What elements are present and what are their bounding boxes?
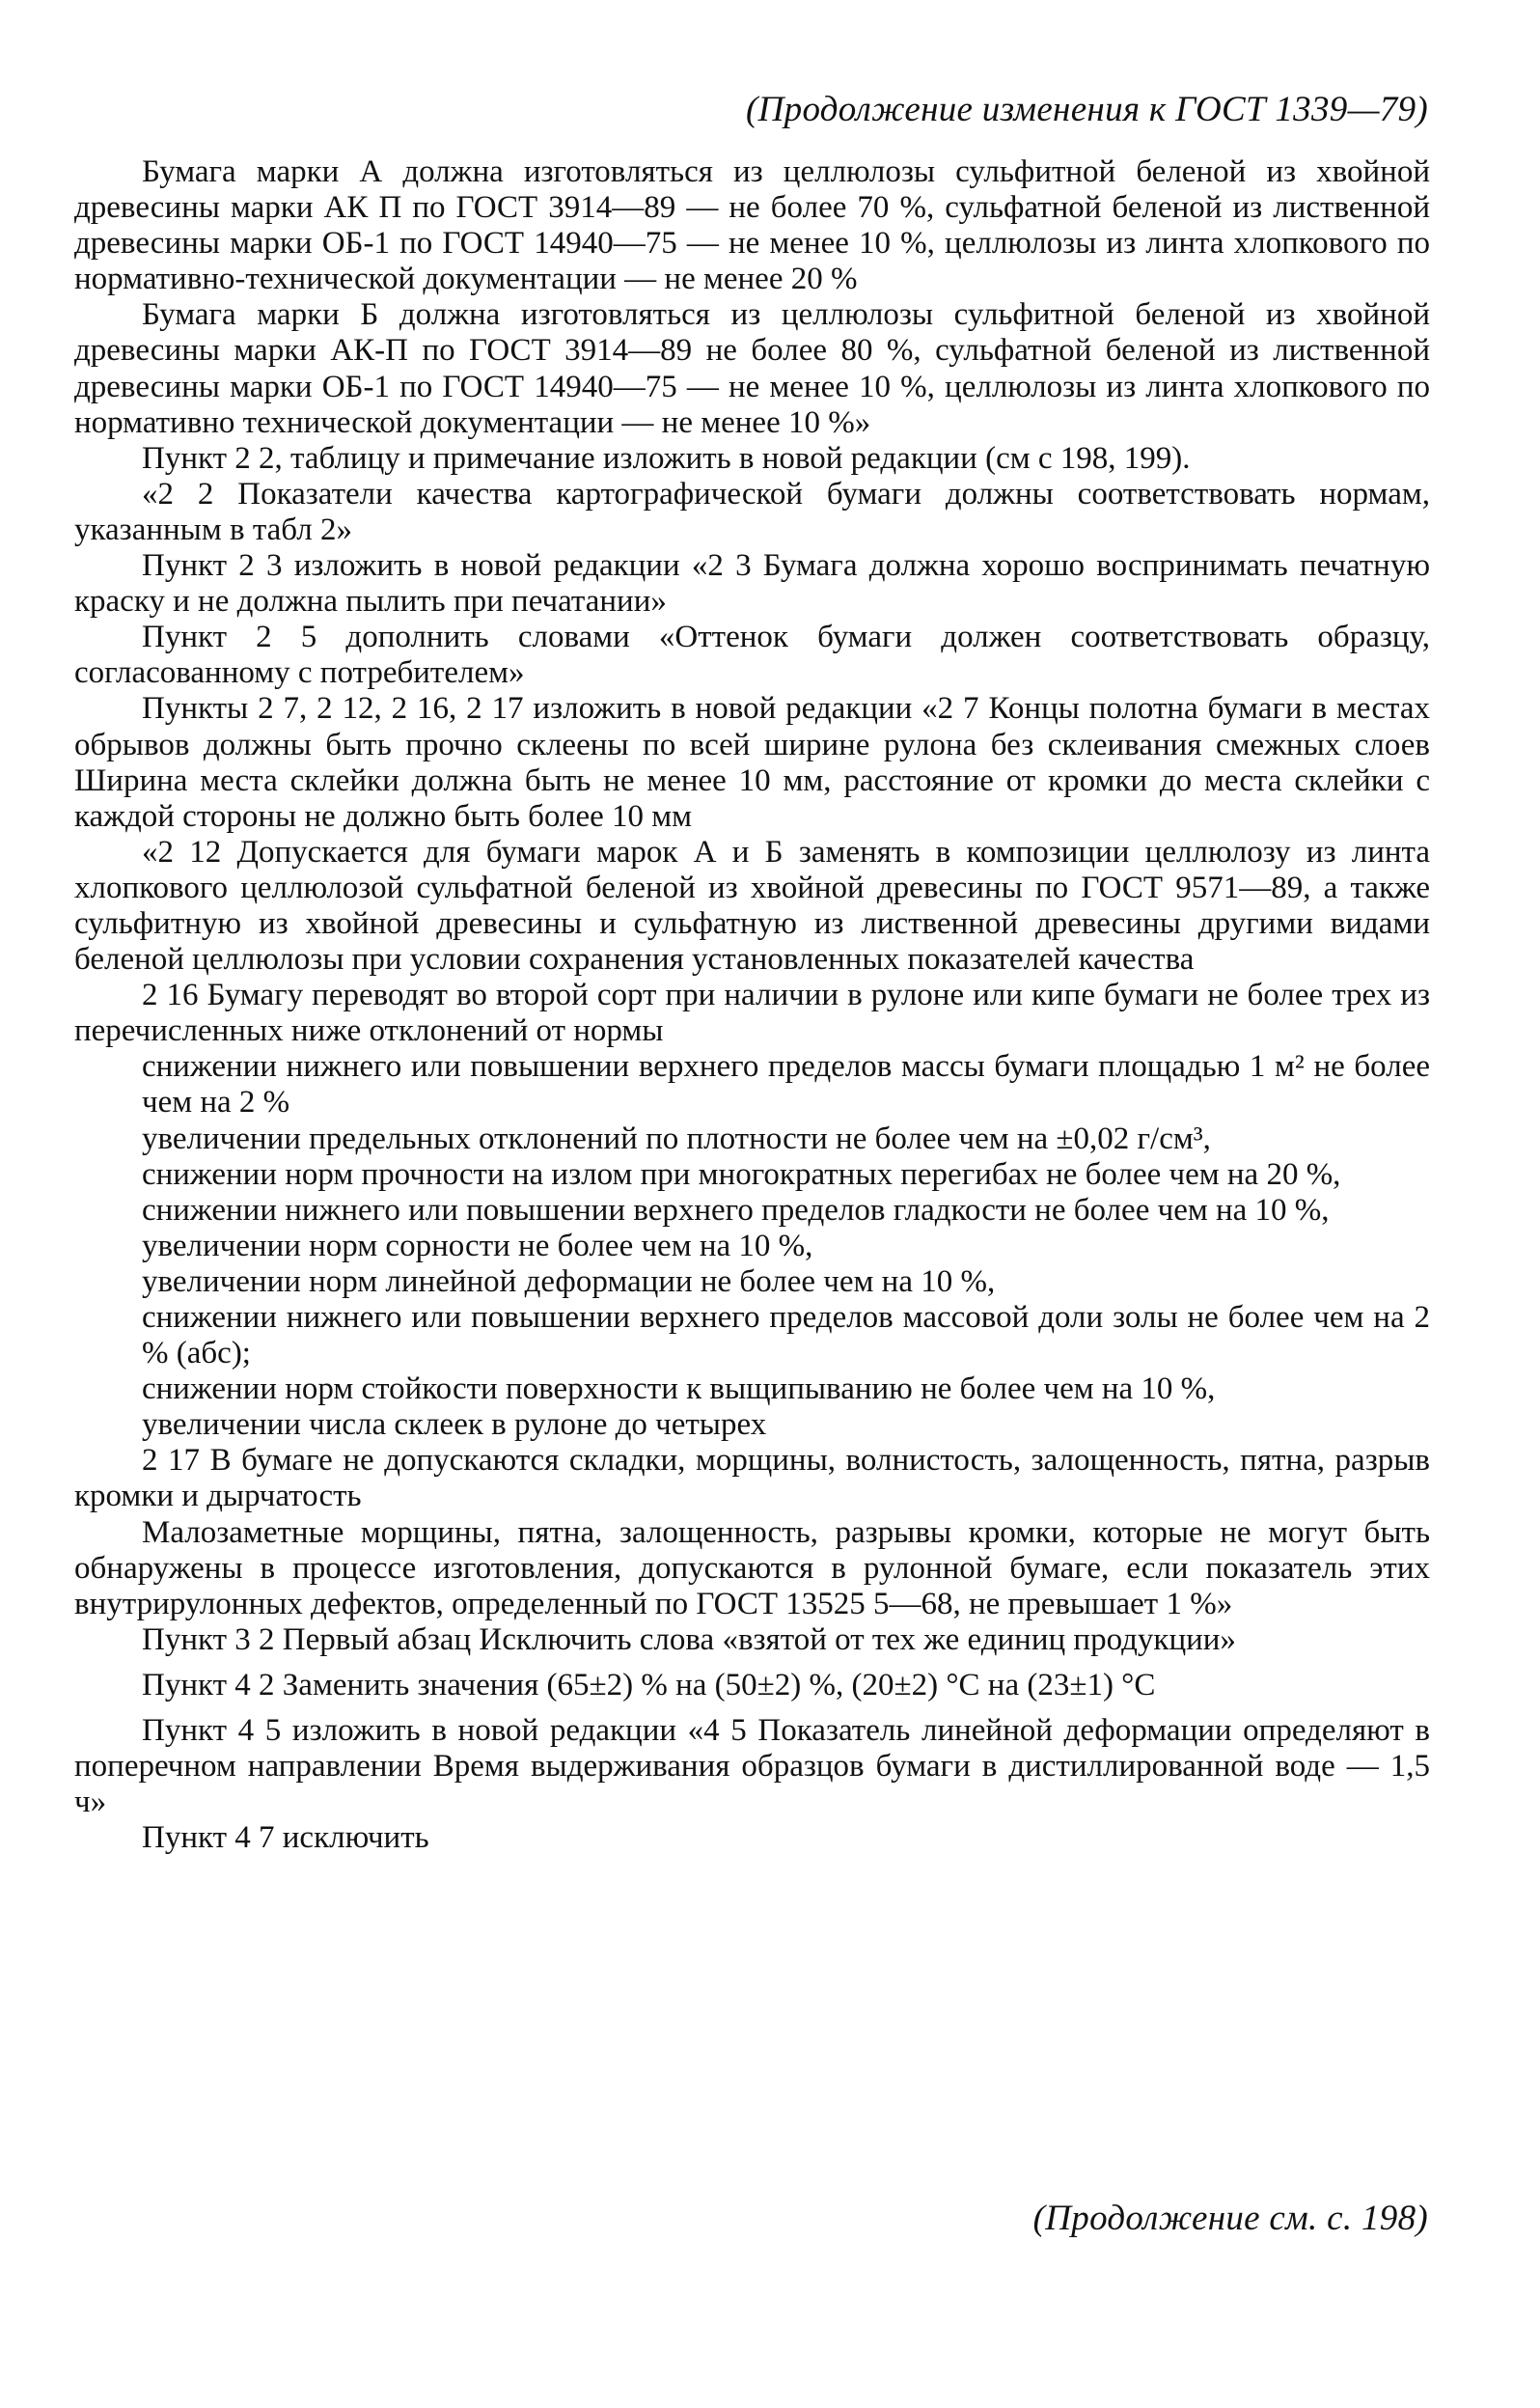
paragraph-item-2-5: Пункт 2 5 дополнить словами «Оттенок бумаги должен соответствовать образцу, согласованному с потребителем»	[74, 620, 1430, 691]
paragraph-items-2-7: Пункты 2 7, 2 12, 2 16, 2 17 изложить в новой редакции «2 7 Концы полотна бумаги в местах обрывов должны быть прочно склеены по всей ширине рулона без склеивания смежных слоев Ширина места склейки должна быть не менее 10 мм, расстояние от кромки до места склейки с каждой стороны не должно быть более 10 мм	[74, 691, 1430, 834]
list-item-smoothness: снижении нижнего или повышении верхнего пределов гладкости не более чем на 10 %,	[142, 1192, 1330, 1228]
paragraph-item-2-2: Пункт 2 2, таблицу и примечание изложить в новой редакции (см с 198, 199).	[142, 440, 1191, 476]
paragraph-item-2-2-text: «2 2 Показатели качества картографической бумаги должны соответствовать нормам, указанным в табл 2»	[74, 476, 1430, 547]
list-item-splices: увеличении числа склеек в рулоне до четырех	[142, 1407, 767, 1443]
list-item-pick-resistance: снижении норм стойкости поверхности к выщипыванию не более чем на 10 %,	[142, 1371, 1216, 1407]
paragraph-item-2-3: Пункт 2 3 изложить в новой редакции «2 3 Бумага должна хорошо воспринимать печатную краску и не должна пылить при печатании»	[74, 548, 1430, 620]
paragraph-item-4-2: Пункт 4 2 Заменить значения (65±2) % на (50±2) %, (20±2) °С на (23±1) °С	[142, 1667, 1156, 1702]
paragraph-item-2-16: 2 16 Бумагу переводят во второй сорт при наличии в рулоне или кипе бумаги не более трех из перечисленных ниже отклонений от нормы	[74, 978, 1430, 1049]
paragraph-item-2-12: «2 12 Допускается для бумаги марок А и Б заменять в композиции целлюлозу из линта хлопкового целлюлозой сульфатной беленой из хвойной древесины по ГОСТ 9571—89, а также сульфитную из хвойной древесины и сульфатную из лиственной древесины другими видами беленой целлюлозы при условии сохранения установленных показателей качества	[74, 834, 1430, 978]
document-body	[74, 154, 1430, 1856]
paragraph-item-4-7: Пункт 4 7 исключить	[142, 1820, 429, 1856]
list-item-ash: снижении нижнего или повышении верхнего пределов массовой доли золы не более чем на 2 % (абс);	[142, 1300, 1430, 1371]
paragraph-grade-b-composition: Бумага марки Б должна изготовляться из целлюлозы сульфитной беленой из хвойной древесины марки АК-П по ГОСТ 3914—89 не более 80 %, сульфатной беленой из лиственной древесины марки ОБ-1 по ГОСТ 14940—75 — не менее 10 %, целлюлозы из линта хлопкового по нормативно технической документации — не менее 10 %»	[74, 297, 1430, 440]
list-item-mass: снижении нижнего или повышении верхнего пределов массы бумаги площадью 1 м² не более чем на 2 %	[142, 1049, 1430, 1121]
paragraph-grade-a-composition: Бумага марки А должна изготовляться из целлюлозы сульфитной беленой из хвойной древесины марки АК П по ГОСТ 3914—89 — не более 70 %, сульфатной беленой из лиственной древесины марки ОБ-1 по ГОСТ 14940—75 — не менее 10 %, целлюлозы из линта хлопкового по нормативно-технической документации — не менее 20 %	[74, 154, 1430, 297]
list-item-dirt: увеличении норм сорности не более чем на 10 %,	[142, 1228, 813, 1263]
list-item-linear-deformation: увеличении норм линейной деформации не более чем на 10 %,	[142, 1263, 996, 1299]
paragraph-minor-defects: Малозаметные морщины, пятна, залощенность, разрывы кромки, которые не могут быть обнаружены в процессе изготовления, допускаются в рулонной бумаге, если показатель этих внутрирулонных дефектов, определенный по ГОСТ 13525 5—68, не превышает 1 %»	[74, 1514, 1430, 1621]
paragraph-item-2-17: 2 17 В бумаге не допускаются складки, морщины, волнистость, залощенность, пятна, разрыв кромки и дырчатость	[74, 1443, 1430, 1514]
paragraph-item-3-2: Пункт 3 2 Первый абзац Исключить слова «взятой от тех же единиц продукции»	[142, 1621, 1236, 1657]
continuation-header: (Продолжение изменения к ГОСТ 1339—79)	[746, 90, 1428, 129]
continuation-footer: (Продолжение см. с. 198)	[1032, 2199, 1428, 2238]
list-item-density: увеличении предельных отклонений по плотности не более чем на ±0,02 г/см³,	[142, 1121, 1211, 1156]
paragraph-item-4-5: Пункт 4 5 изложить в новой редакции «4 5 Показатель линейной деформации определяют в поперечном направлении Время выдерживания образцов бумаги в дистиллированной воде — 1,5 ч»	[74, 1713, 1430, 1820]
list-item-folding-strength: снижении норм прочности на излом при многократных перегибах не более чем на 20 %,	[142, 1156, 1341, 1192]
